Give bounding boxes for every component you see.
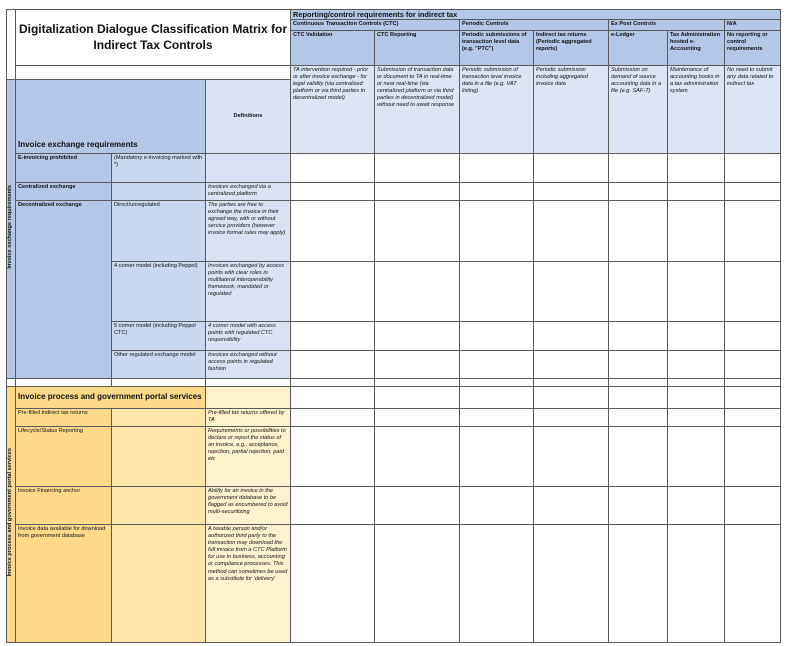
matrix-cell[interactable] — [609, 321, 668, 350]
col-ctc-validation: CTC Validation — [291, 30, 375, 65]
row-definition: Invoices exchanged via a centralized platform — [206, 182, 291, 200]
matrix-cell[interactable] — [460, 408, 534, 426]
matrix-cell[interactable] — [534, 524, 609, 642]
col-no-reporting: No reporting or control requirements — [725, 30, 781, 65]
matrix-cell[interactable] — [460, 386, 534, 408]
matrix-cell[interactable] — [534, 153, 609, 182]
group-expost: Ex Post Controls — [609, 20, 725, 30]
row-sublabel — [112, 524, 206, 642]
matrix-cell[interactable] — [375, 182, 460, 200]
row-label: Invoice data available for download from government database — [16, 524, 112, 642]
row-sublabel — [112, 486, 206, 524]
row-label: Decentralized exchange — [16, 200, 112, 378]
row-definition: A taxable person and/or authorized third party to the transaction may download the full invoice from a CTC Platform for use in business, accounting or compliance processes. This method can sometimes be used as a substitute for 'delivery' — [206, 524, 291, 642]
spacer-cell — [16, 378, 112, 386]
matrix-cell[interactable] — [668, 261, 725, 321]
desc-periodic-transaction: Periodic submission of transaction level invoice data in a file (e.g. VAT listing) — [460, 65, 534, 153]
matrix-cell[interactable] — [375, 321, 460, 350]
matrix-cell[interactable] — [668, 524, 725, 642]
row-label: Pre-filled indirect tax returns — [16, 408, 112, 426]
spacer-cell — [112, 378, 206, 386]
matrix-cell[interactable] — [725, 153, 781, 182]
matrix-cell[interactable] — [375, 408, 460, 426]
matrix-cell[interactable] — [375, 153, 460, 182]
spacer-cell — [7, 378, 16, 386]
matrix-cell[interactable] — [291, 426, 375, 486]
row-sublabel: 4 corner model (including Peppol) — [112, 261, 206, 321]
matrix-cell[interactable] — [291, 200, 375, 261]
group-periodic: Periodic Controls — [460, 20, 609, 30]
matrix-cell[interactable] — [375, 200, 460, 261]
section-invoice-process-title: Invoice process and government portal services — [16, 386, 206, 408]
spacer-cell — [206, 378, 291, 386]
row-definition: 4 corner model with access points with regulated CTC responsibility — [206, 321, 291, 350]
spacer-cell — [460, 378, 534, 386]
title-spacer — [16, 65, 291, 79]
desc-indirect-tax-returns: Periodic submission including aggregated invoice data — [534, 65, 609, 153]
row-definition: Pre-filled tax returns offered by TA — [206, 408, 291, 426]
col-e-ledger: e-Ledger — [609, 30, 668, 65]
spacer-cell — [375, 378, 460, 386]
desc-e-ledger: Submission on demand of source accounting data in a file (e.g. SAF-T) — [609, 65, 668, 153]
row-sublabel: Direct/unregulated — [112, 200, 206, 261]
row-label: Invoice Financing anchor — [16, 486, 112, 524]
matrix-cell[interactable] — [460, 350, 534, 378]
matrix-cell[interactable] — [291, 261, 375, 321]
matrix-cell[interactable] — [609, 200, 668, 261]
spacer-cell — [534, 378, 609, 386]
desc-e-accounting: Maintenance of accounting books in a tax administration system — [668, 65, 725, 153]
page-title: Digitalization Dialogue Classification Matrix for Indirect Tax Controls — [16, 10, 291, 66]
matrix-cell[interactable] — [668, 350, 725, 378]
matrix-cell[interactable] — [534, 408, 609, 426]
matrix-cell[interactable] — [668, 408, 725, 426]
section-invoice-exchange-title: Invoice exchange requirements — [16, 79, 206, 153]
matrix-cell[interactable] — [609, 386, 668, 408]
matrix-cell[interactable] — [460, 153, 534, 182]
matrix-cell[interactable] — [375, 524, 460, 642]
matrix-cell[interactable] — [460, 426, 534, 486]
row-definition: Invoices exchanged by access points with clear roles in multilateral interoperability framework; mandated or regulated — [206, 261, 291, 321]
matrix-cell[interactable] — [725, 524, 781, 642]
matrix-cell[interactable] — [534, 426, 609, 486]
matrix-cell[interactable] — [725, 486, 781, 524]
matrix-cell[interactable] — [291, 350, 375, 378]
row-definition: Invoices exchanged without access points in regulated fashion — [206, 350, 291, 378]
matrix-cell[interactable] — [609, 153, 668, 182]
matrix-cell[interactable] — [291, 408, 375, 426]
spacer-cell — [668, 378, 725, 386]
row-sublabel — [112, 426, 206, 486]
matrix-cell[interactable] — [609, 426, 668, 486]
matrix-cell[interactable] — [534, 200, 609, 261]
matrix-cell[interactable] — [460, 182, 534, 200]
row-definition: Ability for an invoice in the government database to be flagged as encumbered to avoid multi-securitizing — [206, 486, 291, 524]
matrix-cell[interactable] — [668, 386, 725, 408]
matrix-cell[interactable] — [375, 486, 460, 524]
corner-cell — [7, 10, 16, 80]
col-ctc-reporting: CTC Reporting — [375, 30, 460, 65]
matrix-cell[interactable] — [375, 426, 460, 486]
matrix-cell[interactable] — [725, 386, 781, 408]
group-ctc: Continuous Transaction Controls (CTC) — [291, 20, 460, 30]
matrix-cell[interactable] — [668, 426, 725, 486]
classification-matrix — [6, 9, 781, 643]
col-periodic-transaction: Periodic submissions of transaction level data (e.g. "PTC") — [460, 30, 534, 65]
matrix-cell[interactable] — [668, 153, 725, 182]
matrix-cell[interactable] — [291, 153, 375, 182]
row-sublabel: 5 corner model (including Peppol CTC) — [112, 321, 206, 350]
desc-ctc-reporting: Submission of transaction data or document to TA in real-time or near real-time (via centralized platform or via third parties in decentralized model) without need to await response — [375, 65, 460, 153]
group-na: N/A — [725, 20, 781, 30]
matrix-cell[interactable] — [609, 524, 668, 642]
row-definition: Requirements or possibilities to declare or report the status of an invoice, e.g., acceptance, rejection, partial rejection, paid etc — [206, 426, 291, 486]
matrix-cell[interactable] — [668, 200, 725, 261]
matrix-cell[interactable] — [725, 350, 781, 378]
row-definition — [206, 153, 291, 182]
matrix-cell[interactable] — [460, 321, 534, 350]
matrix-cell[interactable] — [375, 350, 460, 378]
matrix-cell[interactable] — [534, 350, 609, 378]
matrix-cell[interactable] — [668, 321, 725, 350]
header-top: Reporting/control requirements for indirect tax — [291, 10, 781, 20]
matrix-cell[interactable] — [534, 321, 609, 350]
matrix-cell[interactable] — [460, 261, 534, 321]
matrix-cell[interactable] — [534, 386, 609, 408]
matrix-cell[interactable] — [609, 486, 668, 524]
row-sublabel — [112, 182, 206, 200]
col-e-accounting: Tax Administration hosted e-Accounting — [668, 30, 725, 65]
row-label: Lifecycle/Status Reporting — [16, 426, 112, 486]
matrix-cell[interactable] — [609, 182, 668, 200]
row-label: Centralized exchange — [16, 182, 112, 200]
col-indirect-tax-returns: Indirect tax returns (Periodic aggregated reports) — [534, 30, 609, 65]
matrix-cell[interactable] — [291, 182, 375, 200]
matrix-cell[interactable] — [534, 261, 609, 321]
spacer-cell — [291, 378, 375, 386]
spacer-cell — [609, 378, 668, 386]
matrix-cell[interactable] — [375, 386, 460, 408]
matrix-cell[interactable] — [725, 321, 781, 350]
matrix-cell[interactable] — [609, 408, 668, 426]
side-label-invoice-exchange: Invoice exchange requirements — [7, 79, 16, 378]
matrix-cell[interactable] — [668, 182, 725, 200]
matrix-cell[interactable] — [725, 261, 781, 321]
matrix-cell[interactable] — [291, 486, 375, 524]
matrix-cell[interactable] — [668, 486, 725, 524]
side-label-invoice-process: Invoice process and government portal services — [7, 386, 16, 642]
desc-no-reporting: No need to submit any data related to indirect tax — [725, 65, 781, 153]
matrix-cell[interactable] — [609, 261, 668, 321]
matrix-cell[interactable] — [375, 261, 460, 321]
matrix-cell[interactable] — [725, 182, 781, 200]
matrix-cell[interactable] — [460, 524, 534, 642]
matrix-cell[interactable] — [460, 486, 534, 524]
matrix-cell[interactable] — [460, 200, 534, 261]
matrix-cell[interactable] — [291, 524, 375, 642]
row-definition: The parties are free to exchange the invoice in their agreed way, with or without service providers (however invoice format rules may apply) — [206, 200, 291, 261]
row-label: E-invoicing prohibited — [16, 153, 112, 182]
desc-ctc-validation: TA intervention required - prior or after invoice exchange - for legal validity (via centralized platform or via third parties in decentralized model) — [291, 65, 375, 153]
matrix-cell[interactable] — [534, 486, 609, 524]
definitions-label: Definitions — [206, 79, 291, 153]
row-sublabel: (Mandatory e-invoicing marked with *) — [112, 153, 206, 182]
matrix-cell[interactable] — [291, 321, 375, 350]
matrix-cell[interactable] — [725, 408, 781, 426]
matrix-cell[interactable] — [725, 426, 781, 486]
row-sublabel: Other regulated exchange model — [112, 350, 206, 378]
row-sublabel — [112, 408, 206, 426]
matrix-cell[interactable] — [609, 350, 668, 378]
matrix-cell[interactable] — [534, 182, 609, 200]
matrix-cell[interactable] — [291, 386, 375, 408]
matrix-cell[interactable] — [725, 200, 781, 261]
definition-blank — [206, 386, 291, 408]
spacer-cell — [725, 378, 781, 386]
